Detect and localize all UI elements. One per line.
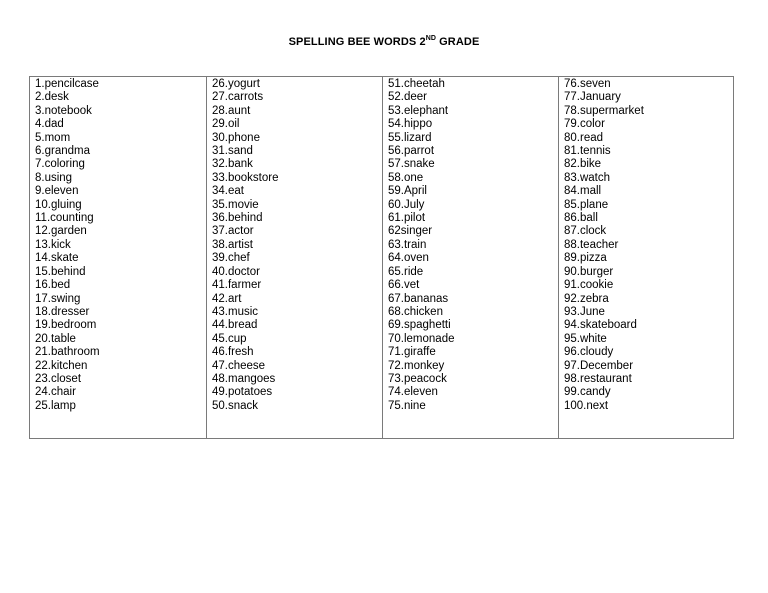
spelling-word: 39.chef bbox=[212, 252, 250, 265]
spelling-word: 76.seven bbox=[564, 78, 611, 90]
spelling-word: 96.cloudy bbox=[564, 346, 614, 359]
spelling-word: 44.bread bbox=[212, 319, 258, 332]
word-column-1 bbox=[30, 77, 206, 438]
spelling-word: 46.fresh bbox=[212, 346, 254, 359]
spelling-word: 98.restaurant bbox=[564, 372, 632, 385]
spelling-word: 37.actor bbox=[212, 225, 254, 238]
spelling-word: 83.watch bbox=[564, 171, 611, 184]
spelling-word: 64.oven bbox=[388, 252, 429, 265]
spelling-word: 72.monkey bbox=[388, 359, 445, 372]
title-superscript: ND bbox=[425, 35, 436, 42]
spelling-word: 17.swing bbox=[35, 292, 81, 305]
spelling-word: 79.color bbox=[564, 118, 605, 131]
spelling-word: 48.mangoes bbox=[212, 372, 276, 385]
spelling-word: 21.bathroom bbox=[35, 346, 100, 359]
spelling-word: 31.sand bbox=[212, 145, 253, 158]
spelling-word: 78.supermarket bbox=[564, 104, 644, 117]
spelling-word: 81.tennis bbox=[564, 145, 611, 158]
spelling-word: 10.gluing bbox=[35, 198, 82, 211]
spelling-word: 5.mom bbox=[35, 131, 71, 144]
spelling-word: 82.bike bbox=[564, 158, 602, 171]
spelling-word: 3.notebook bbox=[35, 104, 92, 117]
spelling-word: 99.candy bbox=[564, 386, 611, 399]
spelling-word: 13.kick bbox=[35, 238, 71, 251]
spelling-word: 87.clock bbox=[564, 225, 607, 238]
spelling-word: 50.snack bbox=[212, 399, 259, 412]
page-title bbox=[0, 36, 768, 48]
spelling-word: 25.lamp bbox=[35, 399, 76, 412]
spelling-word: 40.doctor bbox=[212, 265, 260, 278]
spelling-word: 90.burger bbox=[564, 265, 614, 278]
spelling-word: 55.lizard bbox=[388, 131, 432, 144]
spelling-word: 49.potatoes bbox=[212, 386, 273, 399]
spelling-word: 58.one bbox=[388, 171, 424, 184]
spelling-word: 89.pizza bbox=[564, 252, 607, 265]
spelling-word: 6.grandma bbox=[35, 145, 90, 158]
spelling-word: 33.bookstore bbox=[212, 171, 279, 184]
spelling-word: 53.elephant bbox=[388, 104, 449, 117]
spelling-word: 73.peacock bbox=[388, 372, 447, 385]
spelling-word: 35.movie bbox=[212, 198, 259, 211]
spelling-word: 51.cheetah bbox=[388, 78, 445, 90]
spelling-word: 27.carrots bbox=[212, 91, 264, 104]
spelling-word: 71.giraffe bbox=[388, 346, 436, 359]
spelling-word: 11.counting bbox=[35, 212, 94, 225]
spelling-word: 67.bananas bbox=[388, 292, 449, 305]
spelling-word: 65.ride bbox=[388, 265, 424, 278]
spelling-word: 30.phone bbox=[212, 131, 260, 144]
spelling-word: 59.April bbox=[388, 185, 427, 198]
spelling-word: 22.kitchen bbox=[35, 359, 88, 372]
spelling-word: 23.closet bbox=[35, 372, 82, 385]
spelling-word: 77.January bbox=[564, 91, 621, 104]
spelling-word: 63.train bbox=[388, 238, 427, 251]
spelling-word: 57.snake bbox=[388, 158, 435, 171]
spelling-word: 2.desk bbox=[35, 91, 69, 104]
spelling-word: 70.lemonade bbox=[388, 332, 455, 345]
spelling-word: 42.art bbox=[212, 292, 242, 305]
spelling-word: 1.pencilcase bbox=[35, 78, 99, 90]
spelling-word: 14.skate bbox=[35, 252, 79, 265]
spelling-word: 32.bank bbox=[212, 158, 253, 171]
spelling-word: 95.white bbox=[564, 332, 607, 345]
spelling-word: 20.table bbox=[35, 332, 76, 345]
spelling-word: 86.ball bbox=[564, 212, 598, 225]
spelling-word: 85.plane bbox=[564, 198, 609, 211]
spelling-word: 92.zebra bbox=[564, 292, 609, 305]
spelling-word: 93.June bbox=[564, 305, 605, 318]
spelling-word: 7.coloring bbox=[35, 158, 85, 171]
spelling-word: 75.nine bbox=[388, 399, 426, 412]
spelling-word: 94.skateboard bbox=[564, 319, 637, 332]
spelling-word: 24.chair bbox=[35, 386, 76, 399]
spelling-word: 52.deer bbox=[388, 91, 428, 104]
spelling-word: 36.behind bbox=[212, 212, 263, 225]
spelling-word: 9.eleven bbox=[35, 185, 79, 198]
spelling-word: 84.mall bbox=[564, 185, 602, 198]
spelling-word: 18.dresser bbox=[35, 305, 90, 318]
spelling-word: 45.cup bbox=[212, 332, 247, 345]
spelling-word: 19.bedroom bbox=[35, 319, 97, 332]
spelling-word: 28.aunt bbox=[212, 104, 251, 117]
title-suffix: GRADE bbox=[436, 36, 480, 48]
spelling-word: 100.next bbox=[564, 399, 609, 412]
spelling-word: 56.parrot bbox=[388, 145, 435, 158]
spelling-word: 68.chicken bbox=[388, 305, 443, 318]
word-column-3 bbox=[382, 77, 558, 438]
word-column-4 bbox=[558, 77, 733, 438]
word-column-2 bbox=[206, 77, 382, 438]
spelling-word: 34.eat bbox=[212, 185, 244, 198]
spelling-word: 15.behind bbox=[35, 265, 86, 278]
spelling-word: 26.yogurt bbox=[212, 78, 260, 90]
spelling-word: 97.December bbox=[564, 359, 634, 372]
spelling-word: 4.dad bbox=[35, 118, 64, 131]
spelling-word: 62singer bbox=[388, 225, 433, 238]
spelling-word: 80.read bbox=[564, 131, 604, 144]
spelling-word: 47.cheese bbox=[212, 359, 266, 372]
spelling-word: 69.spaghetti bbox=[388, 319, 451, 332]
spelling-word: 38.artist bbox=[212, 238, 253, 251]
spelling-word: 91.cookie bbox=[564, 279, 614, 292]
spelling-word: 54.hippo bbox=[388, 118, 433, 131]
title-main: SPELLING BEE WORDS 2 bbox=[288, 36, 426, 48]
spelling-word: 29.oil bbox=[212, 118, 240, 131]
spelling-word-table bbox=[29, 76, 734, 439]
spelling-word: 61.pilot bbox=[388, 212, 426, 225]
spelling-word: 8.using bbox=[35, 171, 73, 184]
spelling-word: 66.vet bbox=[388, 279, 420, 292]
spelling-word: 43.music bbox=[212, 305, 259, 318]
spelling-word: 60.July bbox=[388, 198, 425, 211]
spelling-word: 16.bed bbox=[35, 279, 71, 292]
spelling-word: 74.eleven bbox=[388, 386, 438, 399]
spelling-word: 88.teacher bbox=[564, 238, 619, 251]
spelling-word: 41.farmer bbox=[212, 279, 262, 292]
spelling-word: 12.garden bbox=[35, 225, 87, 238]
